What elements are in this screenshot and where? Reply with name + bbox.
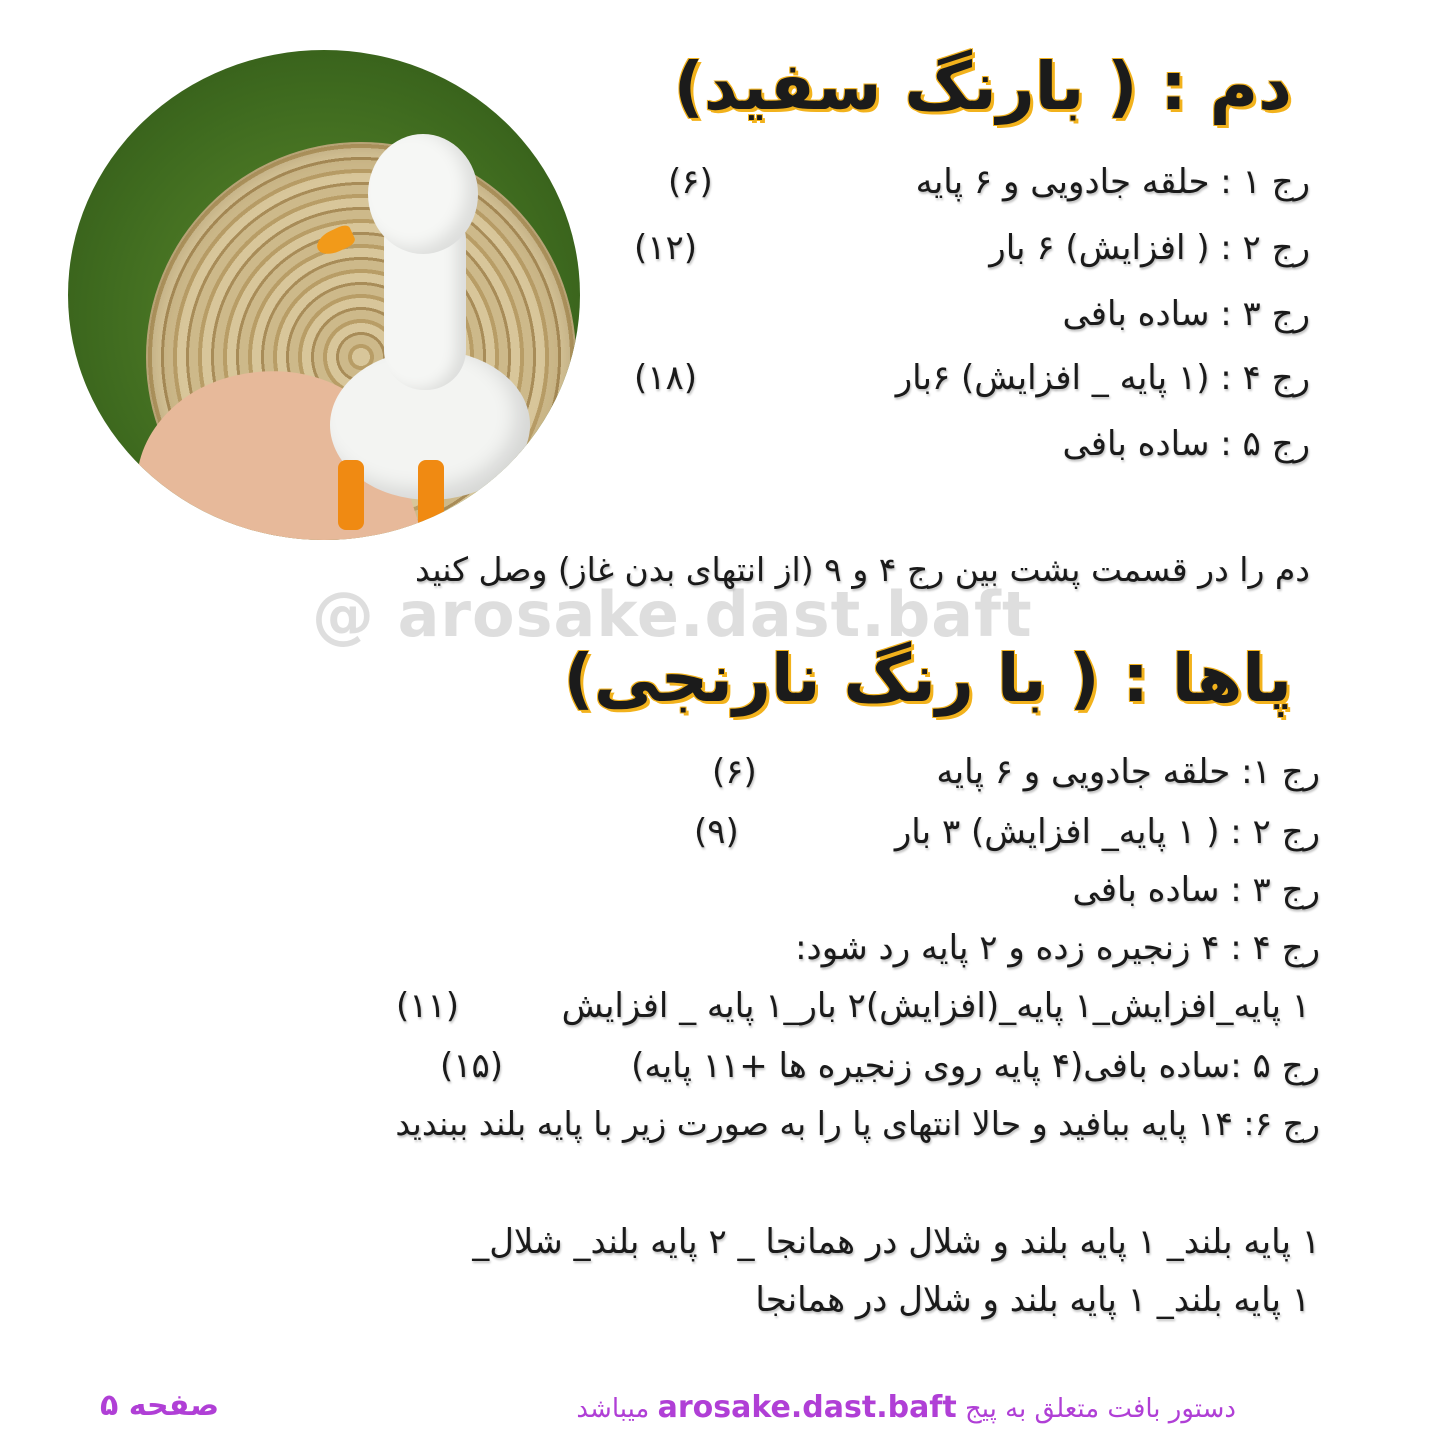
legs-row-2: رج ۲ : ( ۱ پایه_ افزایش) ۳ بار	[894, 812, 1320, 852]
legs-row-6-count: (۱۵)	[440, 1046, 504, 1086]
legs-row-4: رج ۴ : ۴ زنجیره زده و ۲ پایه رد شود:	[795, 928, 1320, 968]
legs-row-1-count: (۶)	[712, 752, 757, 792]
legs-row-5: ۱ پایه_افزایش_۱ پایه_(افزایش)۲ بار_۱ پایه _ افزایش	[561, 986, 1310, 1026]
tail-row-5: رج ۵ : ساده بافی	[1062, 424, 1310, 464]
footer-credit-suffix: میباشد	[576, 1394, 650, 1424]
legs-finish-2: ۱ پایه بلند_ ۱ پایه بلند و شلال در همانجا	[755, 1280, 1310, 1320]
tail-title: دم : ( بارنگ سفید)	[673, 48, 1292, 125]
footer-credit	[576, 1390, 1236, 1425]
goose-leg-right	[418, 460, 444, 530]
page-number: صفحه ۵	[100, 1388, 220, 1423]
footer-credit-handle: arosake.dast.baft	[657, 1390, 957, 1425]
tail-row-4-count: (۱۸)	[634, 358, 698, 398]
goose-leg-left	[338, 460, 364, 530]
tail-row-3: رج ۳ : ساده بافی	[1062, 294, 1310, 334]
legs-row-3: رج ۳ : ساده بافی	[1072, 870, 1320, 910]
tail-row-4: رج ۴ : (۱ پایه _ افزایش) ۶بار	[895, 358, 1310, 398]
tail-row-1: رج ۱ : حلقه جادویی و ۶ پایه	[915, 162, 1310, 202]
tail-row-2-count: (۱۲)	[634, 228, 698, 268]
tail-note: دم را در قسمت پشت بین رج ۴ و ۹ (از انتهای بدن غاز) وصل کنید	[415, 550, 1310, 589]
watermark: @ arosake.dast.baft	[312, 578, 1033, 651]
legs-row-1: رج ۱: حلقه جادویی و ۶ پایه	[936, 752, 1320, 792]
legs-row-7: رج ۶: ۱۴ پایه ببافید و حالا انتهای پا را به صورت زیر با پایه بلند ببندید	[395, 1104, 1320, 1143]
legs-title: پاها : ( با رنگ نارنجی)	[563, 640, 1292, 717]
goose-photo	[68, 50, 580, 540]
footer-credit-prefix: دستور بافت متعلق به پیج	[964, 1394, 1236, 1424]
tail-row-1-count: (۶)	[668, 162, 713, 202]
tail-row-2: رج ۲ : ( افزایش) ۶ بار	[989, 228, 1310, 268]
legs-row-6: رج ۵ :ساده بافی(۴ پایه روی زنجیره ها +۱۱ پایه)	[631, 1046, 1320, 1086]
legs-finish-1: ۱ پایه بلند_ ۱ پایه بلند و شلال در همانجا _ ۲ پایه بلند_ شلال_	[472, 1222, 1320, 1262]
legs-row-2-count: (۹)	[694, 812, 739, 852]
goose-head	[368, 134, 478, 254]
legs-row-5-count: (۱۱)	[396, 986, 460, 1026]
